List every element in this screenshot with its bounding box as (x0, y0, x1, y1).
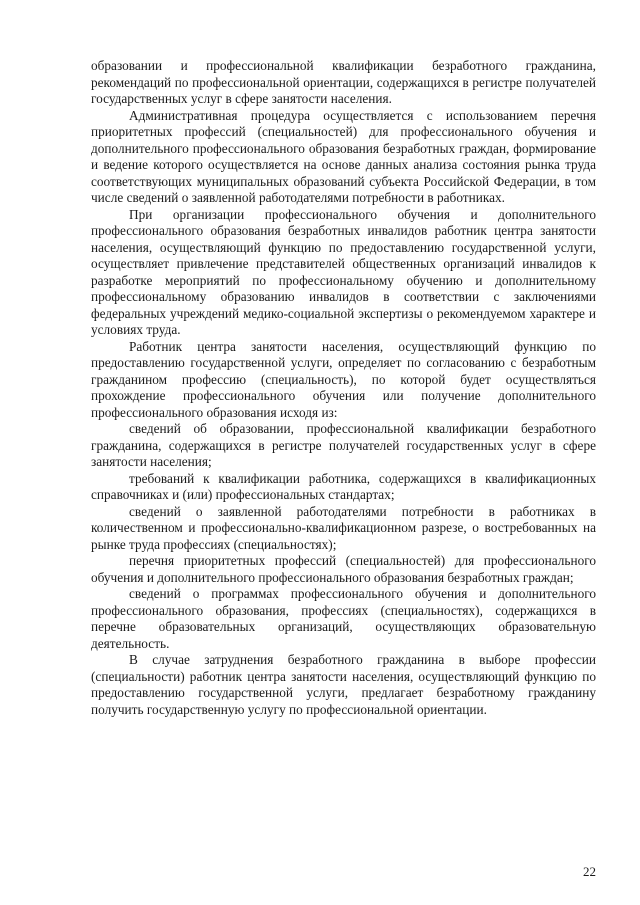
list-item-education-info: сведений об образовании, профессиональной квалификации безработного гражданина, содержащихся в регистре получателей государственных услуг в сфере занятости населения; (91, 421, 596, 469)
paragraph-profession-selection: Работник центра занятости населения, осуществляющий функцию по предоставлению государственной услуги, определяет по согласованию с безработным гражданином профессию (специальность), по которой будет осуществляться прохождение профессионального обучения или получение дополнительного профессионального образования исходя из: (91, 338, 596, 420)
list-item-qualification-requirements: требований к квалификации работника, содержащихся в квалификационных справочниках и (или) профессиональных стандартах; (91, 470, 596, 502)
body-text (91, 58, 596, 718)
paragraph-career-guidance: В случае затруднения безработного гражданина в выборе профессии (специальности) работник центра занятости населения, осуществляющий функцию по предоставлению государственной услуги, предлагает безработному гражданину получить государственную услугу по профессиональной ориентации. (91, 652, 596, 717)
paragraph-disabled-persons: При организации профессионального обучения и дополнительного профессионального образования безработных инвалидов работник центра занятости населения, осуществляющий функцию по предоставлению государственной услуги, осуществляет привлечение представителей общественных организаций инвалидов к разработке мероприятий по профессиональному обучению и дополнительному профессиональному образованию инвалидов в соответствии с заключениями федеральных учреждений медико-социальной экспертизы о рекомендуемом характере и условиях труда. (91, 206, 596, 337)
paragraph-continuation: образовании и профессиональной квалификации безработного гражданина, рекомендаций по профессиональной ориентации, содержащихся в регистре получателей государственных услуг в сфере занятости населения. (91, 58, 596, 106)
page-number: 22 (583, 864, 596, 879)
list-item-employer-demand: сведений о заявленной работодателями потребности в работниках в количественном и профессионально-квалификационном разрезе, о востребованных на рынке труда профессиях (специальностях); (91, 503, 596, 552)
list-item-training-programs: сведений о программах профессионального обучения и дополнительного профессионального образования, профессиях (специальностях), содержащихся в перечне образовательных организаций, осуществляющих образовательную деятельность. (91, 586, 596, 651)
paragraph-administrative-procedure: Административная процедура осуществляется с использованием перечня приоритетных профессий (специальностей) для профессионального обучения и дополнительного профессионального образования безработных граждан, формирование и ведение которого осуществляется на основе данных анализа состояния рынка труда соответствующих муниципальных образований субъекта Российской Федерации, в том числе сведений о заявленной работодателями потребности в работниках. (91, 107, 596, 205)
list-item-priority-professions: перечня приоритетных профессий (специальностей) для профессионального обучения и дополнительного профессионального образования безработных граждан; (91, 553, 596, 585)
